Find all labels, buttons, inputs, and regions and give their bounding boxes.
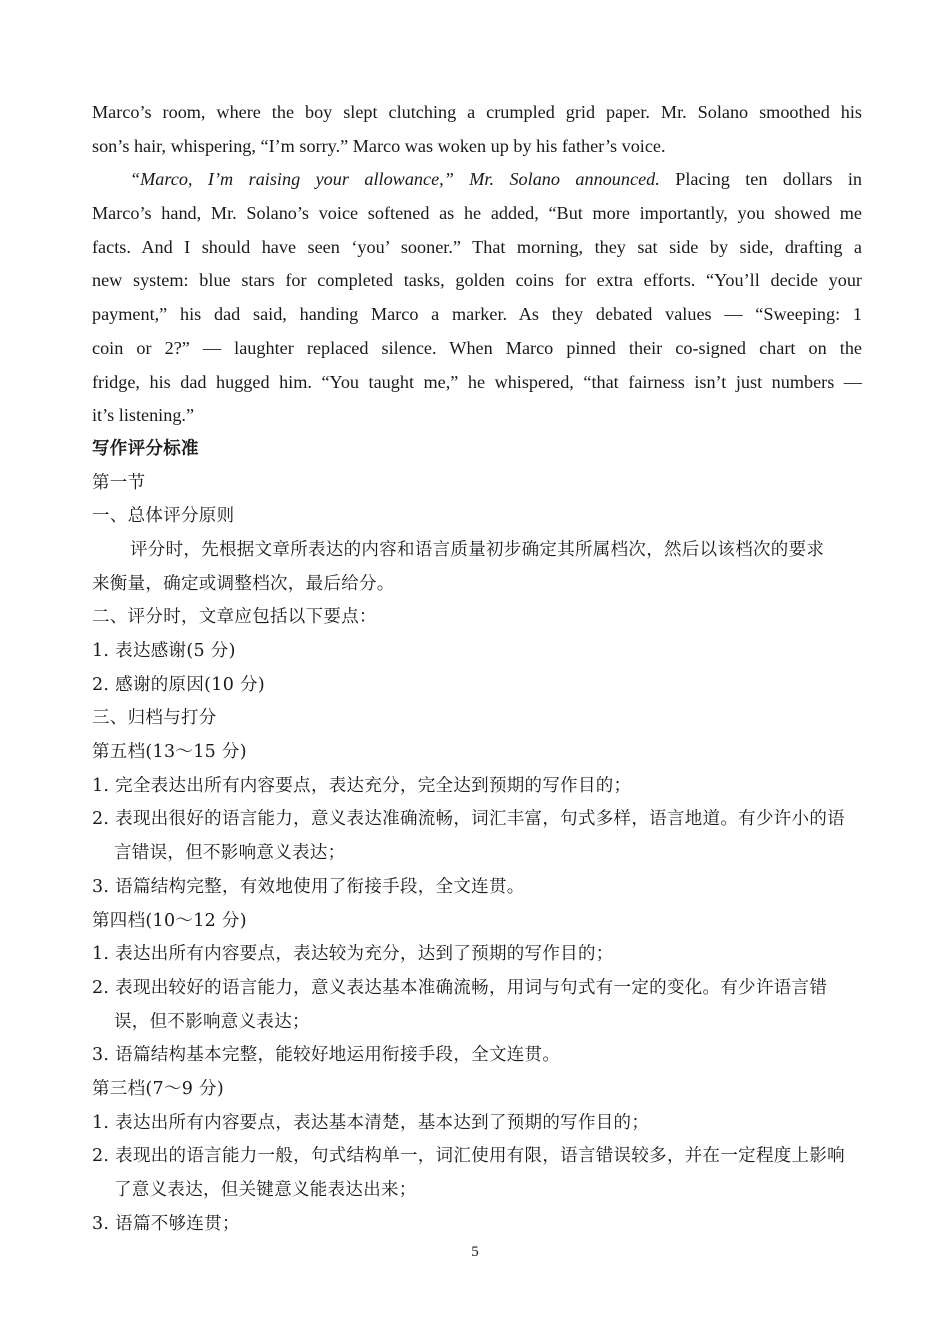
points-title: 二、评分时，文章应包括以下要点：: [92, 607, 377, 628]
tier-item: 2. 表现出很好的语言能力，意义表达准确流畅，词汇丰富，句式多样，语言地道。有少许小的语: [92, 809, 845, 830]
story-line: Marco’s hand, Mr. Solano’s voice softened as he added, “But more importantly, you showed me: [92, 203, 862, 224]
tier-5-title: 第五档(13～15 分): [92, 742, 247, 763]
rubric-heading: 写作评分标准: [92, 438, 199, 459]
tier-4-title: 第四档(10～12 分): [92, 910, 247, 931]
tier-item-continued: 误，但不影响意义表达；: [114, 1011, 310, 1032]
tier-item: 1. 表达出所有内容要点，表达较为充分，达到了预期的写作目的；: [92, 944, 614, 965]
section-title: 第一节: [92, 472, 146, 493]
principle-text: 来衡量，确定或调整档次，最后给分。: [92, 573, 395, 594]
tier-item: 3. 语篇不够连贯；: [92, 1213, 240, 1234]
story-paragraph-2: [92, 163, 862, 433]
principle-title: 一、总体评分原则: [92, 506, 235, 527]
tier-item-continued: 言错误，但不影响意义表达；: [114, 843, 346, 864]
grading-title: 三、归档与打分: [92, 708, 217, 729]
tier-item: 2. 表现出较好的语言能力，意义表达基本准确流畅，用词与句式有一定的变化。有少许语言错: [92, 977, 828, 998]
story-line: Marco’s room, where the boy slept clutching a crumpled grid paper. Mr. Solano smoothed his: [92, 102, 862, 122]
story-text: Placing ten dollars in: [659, 169, 863, 190]
point-item: 1. 表达感谢(5 分): [92, 641, 236, 661]
tier-item: 2. 表现出的语言能力一般，句式结构单一，词汇使用有限，语言错误较多，并在一定程度上影响: [92, 1146, 845, 1167]
tier-item: 3. 语篇结构基本完整，能较好地运用衔接手段，全文连贯。: [92, 1045, 561, 1066]
dialogue-italic: “Marco, I’m raising your allowance,” Mr. Solano announced.: [130, 169, 660, 190]
tier-item: 1. 表达出所有内容要点，表达基本清楚，基本达到了预期的写作目的；: [92, 1112, 650, 1133]
point-item: 2. 感谢的原因(10 分): [92, 674, 265, 695]
story-line: payment,” his dad said, handing Marco a marker. As they debated values — “Sweeping: 1: [92, 304, 862, 325]
story-line: new system: blue stars for completed tasks, golden coins for extra efforts. “You’ll decide your: [92, 270, 862, 291]
document-page: [92, 96, 862, 1241]
story-paragraph-1: [92, 96, 862, 163]
tier-3-title: 第三档(7～9 分): [92, 1078, 224, 1099]
story-line: facts. And I should have seen ‘you’ sooner.” That morning, they sat side by side, drafting a: [92, 236, 862, 257]
tier-item: 3. 语篇结构完整，有效地使用了衔接手段，全文连贯。: [92, 876, 525, 897]
page-number: 5: [471, 1244, 479, 1260]
story-line: son’s hair, whispering, “I’m sorry.” Marco was woken up by his father’s voice.: [92, 135, 666, 156]
story-line: it’s listening.”: [92, 405, 195, 426]
principle-text: 评分时，先根据文章所表达的内容和语言质量初步确定其所属档次，然后以该档次的要求: [130, 539, 825, 560]
story-line: [92, 163, 862, 197]
tier-item: 1. 完全表达出所有内容要点，表达充分，完全达到预期的写作目的；: [92, 775, 632, 796]
story-line: fridge, his dad hugged him. “You taught me,” he whispered, “that fairness isn’t just numbers —: [92, 371, 862, 392]
story-line: coin or 2?” — laughter replaced silence. When Marco pinned their co-signed chart on the: [92, 337, 862, 358]
tier-item-continued: 了意义表达，但关键意义能表达出来；: [114, 1180, 417, 1200]
